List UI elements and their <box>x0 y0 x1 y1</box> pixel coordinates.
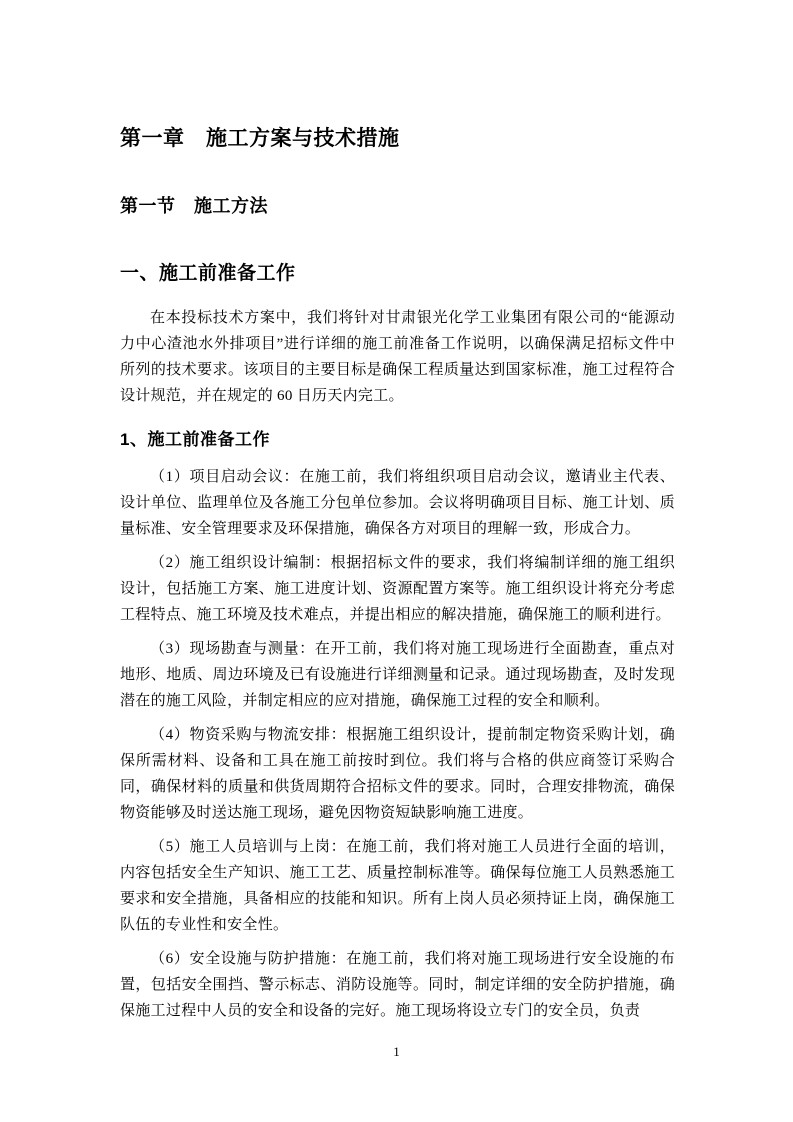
list-heading: 1、施工前准备工作 <box>120 430 270 449</box>
preparation-heading: 一、施工前准备工作 <box>120 263 296 284</box>
chapter-title: 第一章 施工方案与技术措施 <box>120 127 400 150</box>
paragraph-item-2: （2）施工组织设计编制：根据招标文件的要求，我们将编制详细的施工组织设计，包括施工方案、施工进度计划、资源配置方案等。施工组织设计将充分考虑工程特点、施工环境及技术难点，并提出相应的解决措施，确保施工的顺利进行。 <box>120 555 675 623</box>
paragraph-item-4: （4）物资采购与物流安排：根据施工组织设计，提前制定物资采购计划，确保所需材料、设备和工具在施工前按时到位。我们将与合格的供应商签订采购合同，确保材料的质量和供货周期符合招标文件的要求。同时，合理安排物流，确保物资能够及时送达施工现场，避免因物资短缺影响施工进度。 <box>120 727 675 821</box>
paragraph-item-5: （5）施工人员培训与上岗：在施工前，我们将对施工人员进行全面的培训，内容包括安全生产知识、施工工艺、质量控制标准等。确保每位施工人员熟悉施工要求和安全措施，具备相应的技能和知识。所有上岗人员必须持证上岗，确保施工队伍的专业性和安全性。 <box>120 839 675 933</box>
page-number: 1 <box>393 1044 400 1059</box>
paragraph-item-3: （3）现场勘查与测量：在开工前，我们将对施工现场进行全面勘查，重点对地形、地质、周边环境及已有设施进行详细测量和记录。通过现场勘查，及时发现潜在的施工风险，并制定相应的应对措施，确保施工过程的安全和顺利。 <box>120 641 675 709</box>
intro-paragraph: 在本投标技术方案中，我们将针对甘肃银光化学工业集团有限公司的“能源动力中心渣池水外排项目”进行详细的施工前准备工作说明，以确保满足招标文件中所列的技术要求。该项目的主要目标是确保工程质量达到国家标准，施工过程符合设计规范，并在规定的 60 日历天内完工。 <box>120 310 675 404</box>
paragraph-item-1: （1）项目启动会议：在施工前，我们将组织项目启动会议，邀请业主代表、设计单位、监理单位及各施工分包单位参加。会议将明确项目目标、施工计划、质量标准、安全管理要求及环保措施，确保各方对项目的理解一致，形成合力。 <box>120 469 675 537</box>
paragraph-item-6: （6）安全设施与防护措施：在施工前，我们将对施工现场进行安全设施的布置，包括安全围挡、警示标志、消防设施等。同时，制定详细的安全防护措施，确保施工过程中人员的安全和设备的完好。施工现场将设立专门的安全员，负责 <box>120 951 675 1019</box>
section-title: 第一节 施工方法 <box>120 196 268 216</box>
